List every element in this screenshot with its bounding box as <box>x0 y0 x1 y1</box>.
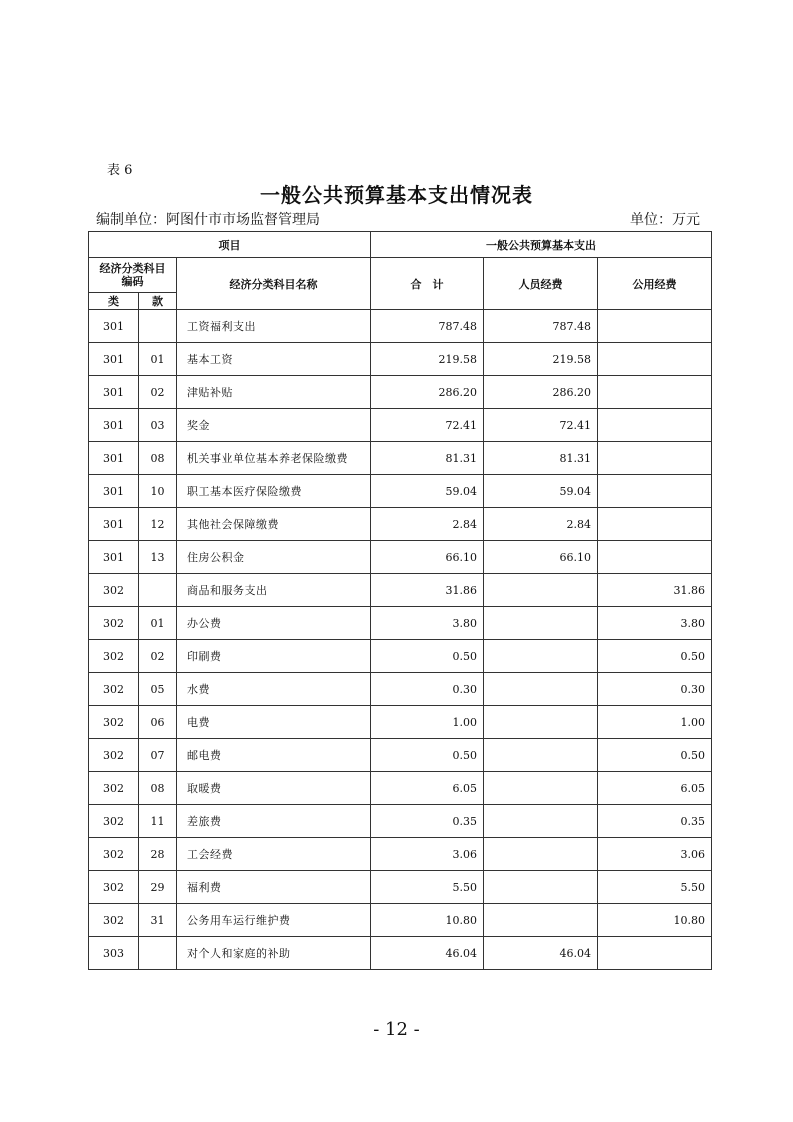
cell-personnel: 46.04 <box>484 937 598 970</box>
table-row <box>89 805 712 838</box>
cell-total: 3.06 <box>371 838 484 871</box>
compiling-unit: 编制单位：阿图什市市场监督管理局 <box>96 212 320 228</box>
cell-item-name: 福利费 <box>177 871 371 904</box>
cell-class-code: 301 <box>89 376 139 409</box>
cell-item-name: 住房公积金 <box>177 541 371 574</box>
cell-item-name: 印刷费 <box>177 640 371 673</box>
cell-public <box>598 508 712 541</box>
table-row <box>89 739 712 772</box>
table-body <box>89 310 712 970</box>
cell-item-code: 10 <box>139 475 177 508</box>
table-row <box>89 475 712 508</box>
cell-item-code: 02 <box>139 376 177 409</box>
table-row <box>89 442 712 475</box>
cell-personnel <box>484 904 598 937</box>
cell-class-code: 302 <box>89 706 139 739</box>
cell-total: 6.05 <box>371 772 484 805</box>
cell-class-code: 301 <box>89 508 139 541</box>
cell-total: 66.10 <box>371 541 484 574</box>
cell-personnel: 59.04 <box>484 475 598 508</box>
cell-public: 0.30 <box>598 673 712 706</box>
table-row <box>89 706 712 739</box>
cell-class-code: 301 <box>89 541 139 574</box>
table-row <box>89 871 712 904</box>
cell-total: 3.80 <box>371 607 484 640</box>
header-code-line2: 编码 <box>121 275 144 288</box>
cell-item-name: 公务用车运行维护费 <box>177 904 371 937</box>
cell-item-name: 电费 <box>177 706 371 739</box>
cell-item-name: 工资福利支出 <box>177 310 371 343</box>
cell-total: 31.86 <box>371 574 484 607</box>
cell-class-code: 301 <box>89 409 139 442</box>
cell-item-code: 12 <box>139 508 177 541</box>
cell-personnel: 286.20 <box>484 376 598 409</box>
cell-personnel: 2.84 <box>484 508 598 541</box>
cell-public: 31.86 <box>598 574 712 607</box>
cell-class-code: 301 <box>89 343 139 376</box>
cell-total: 787.48 <box>371 310 484 343</box>
cell-item-name: 奖金 <box>177 409 371 442</box>
cell-class-code: 302 <box>89 904 139 937</box>
cell-item-code <box>139 937 177 970</box>
cell-total: 1.00 <box>371 706 484 739</box>
cell-class-code: 302 <box>89 838 139 871</box>
cell-personnel <box>484 706 598 739</box>
cell-personnel <box>484 673 598 706</box>
cell-item-code: 28 <box>139 838 177 871</box>
table-row <box>89 376 712 409</box>
table-row <box>89 508 712 541</box>
cell-total: 0.50 <box>371 640 484 673</box>
cell-public: 5.50 <box>598 871 712 904</box>
cell-personnel <box>484 871 598 904</box>
budget-table <box>88 231 712 970</box>
cell-public <box>598 475 712 508</box>
cell-personnel <box>484 838 598 871</box>
cell-item-name: 工会经费 <box>177 838 371 871</box>
cell-class-code: 301 <box>89 442 139 475</box>
cell-item-name: 水费 <box>177 673 371 706</box>
table-number: 表 6 <box>107 163 133 178</box>
cell-personnel <box>484 739 598 772</box>
cell-public: 10.80 <box>598 904 712 937</box>
cell-item-code: 11 <box>139 805 177 838</box>
cell-personnel: 787.48 <box>484 310 598 343</box>
cell-personnel <box>484 574 598 607</box>
table-row <box>89 772 712 805</box>
cell-item-code: 06 <box>139 706 177 739</box>
cell-public: 3.06 <box>598 838 712 871</box>
cell-item-name: 基本工资 <box>177 343 371 376</box>
page-title: 一般公共预算基本支出情况表 <box>260 183 533 207</box>
cell-item-name: 机关事业单位基本养老保险缴费 <box>177 442 371 475</box>
cell-item-code: 07 <box>139 739 177 772</box>
cell-personnel <box>484 772 598 805</box>
cell-public: 1.00 <box>598 706 712 739</box>
page-number: - 12 - <box>373 1019 420 1040</box>
cell-total: 0.50 <box>371 739 484 772</box>
cell-item-code: 01 <box>139 607 177 640</box>
cell-item-code: 02 <box>139 640 177 673</box>
cell-item-name: 津贴补贴 <box>177 376 371 409</box>
table-row <box>89 904 712 937</box>
currency-unit: 单位：万元 <box>630 212 700 228</box>
cell-class-code: 302 <box>89 607 139 640</box>
table-row <box>89 673 712 706</box>
cell-class-code: 301 <box>89 475 139 508</box>
table-row <box>89 409 712 442</box>
cell-total: 59.04 <box>371 475 484 508</box>
table-row <box>89 343 712 376</box>
cell-class-code: 302 <box>89 805 139 838</box>
header-project: 项目 <box>89 232 371 258</box>
cell-total: 2.84 <box>371 508 484 541</box>
table-row <box>89 541 712 574</box>
table-row <box>89 607 712 640</box>
cell-public <box>598 937 712 970</box>
cell-class-code: 302 <box>89 739 139 772</box>
cell-personnel: 72.41 <box>484 409 598 442</box>
cell-public: 3.80 <box>598 607 712 640</box>
cell-item-code <box>139 310 177 343</box>
cell-public <box>598 442 712 475</box>
table-row <box>89 937 712 970</box>
cell-item-code: 03 <box>139 409 177 442</box>
cell-total: 0.35 <box>371 805 484 838</box>
cell-item-name: 其他社会保障缴费 <box>177 508 371 541</box>
cell-personnel <box>484 805 598 838</box>
table-row <box>89 838 712 871</box>
header-class: 类 <box>89 293 139 310</box>
cell-item-name: 职工基本医疗保险缴费 <box>177 475 371 508</box>
cell-total: 5.50 <box>371 871 484 904</box>
cell-public: 0.35 <box>598 805 712 838</box>
cell-class-code: 302 <box>89 871 139 904</box>
cell-item-name: 邮电费 <box>177 739 371 772</box>
cell-class-code: 303 <box>89 937 139 970</box>
cell-item-code: 13 <box>139 541 177 574</box>
cell-total: 286.20 <box>371 376 484 409</box>
cell-personnel <box>484 607 598 640</box>
cell-class-code: 302 <box>89 673 139 706</box>
cell-item-code: 08 <box>139 772 177 805</box>
cell-personnel: 219.58 <box>484 343 598 376</box>
cell-item-code: 31 <box>139 904 177 937</box>
cell-public: 0.50 <box>598 640 712 673</box>
cell-item-name: 差旅费 <box>177 805 371 838</box>
cell-class-code: 302 <box>89 772 139 805</box>
header-code-line1: 经济分类科目 <box>99 262 166 275</box>
header-code <box>89 258 177 293</box>
cell-personnel: 81.31 <box>484 442 598 475</box>
cell-public <box>598 409 712 442</box>
cell-total: 46.04 <box>371 937 484 970</box>
cell-public <box>598 376 712 409</box>
cell-total: 81.31 <box>371 442 484 475</box>
cell-public <box>598 310 712 343</box>
cell-item-name: 商品和服务支出 <box>177 574 371 607</box>
header-total: 合 计 <box>371 258 484 310</box>
table-row <box>89 310 712 343</box>
cell-total: 0.30 <box>371 673 484 706</box>
cell-item-code: 01 <box>139 343 177 376</box>
cell-public <box>598 343 712 376</box>
cell-item-name: 对个人和家庭的补助 <box>177 937 371 970</box>
cell-class-code: 302 <box>89 574 139 607</box>
cell-personnel: 66.10 <box>484 541 598 574</box>
header-item: 款 <box>139 293 177 310</box>
cell-class-code: 302 <box>89 640 139 673</box>
cell-public <box>598 541 712 574</box>
cell-item-code <box>139 574 177 607</box>
cell-class-code: 301 <box>89 310 139 343</box>
cell-item-code: 29 <box>139 871 177 904</box>
cell-public: 0.50 <box>598 739 712 772</box>
table-row <box>89 574 712 607</box>
cell-total: 10.80 <box>371 904 484 937</box>
header-name: 经济分类科目名称 <box>177 258 371 310</box>
cell-item-code: 08 <box>139 442 177 475</box>
header-personnel: 人员经费 <box>484 258 598 310</box>
header-public: 公用经费 <box>598 258 712 310</box>
cell-personnel <box>484 640 598 673</box>
cell-total: 219.58 <box>371 343 484 376</box>
cell-item-code: 05 <box>139 673 177 706</box>
header-budget-group: 一般公共预算基本支出 <box>371 232 712 258</box>
cell-public: 6.05 <box>598 772 712 805</box>
cell-total: 72.41 <box>371 409 484 442</box>
cell-item-name: 取暖费 <box>177 772 371 805</box>
table-row <box>89 640 712 673</box>
cell-item-name: 办公费 <box>177 607 371 640</box>
